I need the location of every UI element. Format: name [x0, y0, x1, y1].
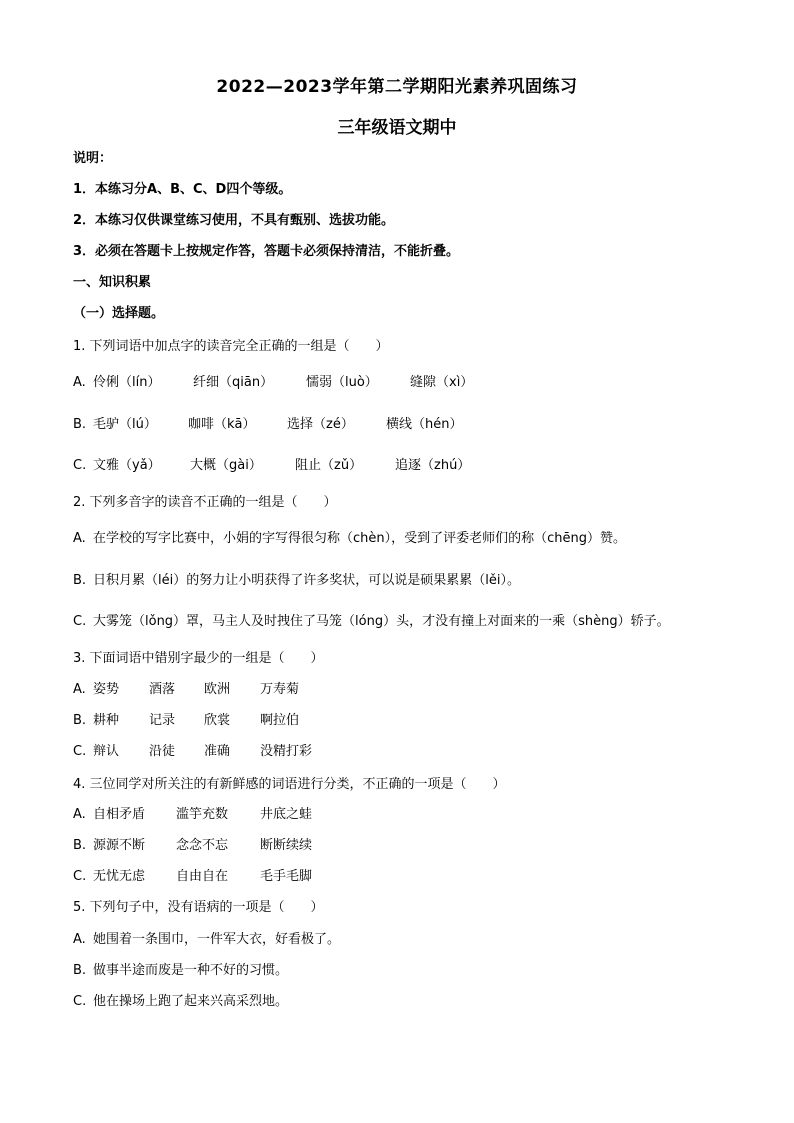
question-1-option-b[interactable]: B. 毛驴（lú） 咖啡（kā） 选择（zé） 横线（hén）	[73, 417, 463, 432]
note-item-1: 1．本练习分A、B、C、D四个等级。	[73, 182, 292, 197]
subsection-heading: （一）选择题。	[73, 306, 165, 321]
question-2-stem: 2. 下列多音字的读音不正确的一组是（ ）	[73, 495, 337, 510]
question-5-option-a[interactable]: A. 她围着一条围巾，一件军大衣，好看极了。	[73, 932, 341, 947]
question-3-option-b[interactable]: B. 耕种 记录 欣裳 啊拉伯	[73, 713, 300, 728]
question-1-option-a[interactable]: A. 伶俐（lín） 纤细（qiān） 懦弱（luò） 缝隙（xì）	[73, 375, 474, 390]
question-2-option-b[interactable]: B. 日积月累（léi）的努力让小明获得了许多奖状，可以说是硕果累累（lěi）。	[73, 573, 520, 588]
question-4-option-c[interactable]: C. 无忧无虑 自由自在 毛手毛脚	[73, 869, 313, 884]
question-3-option-a[interactable]: A. 姿势 酒落 欧洲 万寿菊	[73, 682, 300, 697]
page-subtitle: 三年级语文期中	[337, 118, 457, 138]
question-5-option-b[interactable]: B. 做事半途而废是一种不好的习惯。	[73, 963, 289, 978]
question-5-option-c[interactable]: C. 他在操场上跑了起来兴高采烈地。	[73, 994, 289, 1009]
note-item-2: 2．本练习仅供课堂练习使用，不具有甄别、选拔功能。	[73, 213, 395, 228]
question-2-option-a[interactable]: A. 在学校的写字比赛中，小娟的字写得很匀称（chèn），受到了评委老师们的称（chēng）赞。	[73, 531, 627, 546]
question-5-stem: 5. 下列句子中，没有语病的一项是（ ）	[73, 900, 324, 915]
question-4-stem: 4. 三位同学对所关注的有新鲜感的词语进行分类，不正确的一项是（ ）	[73, 777, 506, 792]
question-1-option-c[interactable]: C. 文雅（yǎ） 大概（gài） 阻止（zǔ） 追逐（zhú）	[73, 458, 471, 473]
question-2-option-c[interactable]: C. 大雾笼（lǒng）罩，马主人及时拽住了马笼（lóng）头，才没有撞上对面来的一乘（shèng）轿子。	[73, 614, 670, 629]
question-4-option-b[interactable]: B. 源源不断 念念不忘 断断续续	[73, 838, 313, 853]
note-item-3: 3．必须在答题卡上按规定作答，答题卡必须保持清洁，不能折叠。	[73, 244, 460, 259]
notes-heading: 说明：	[73, 151, 113, 166]
question-3-option-c[interactable]: C. 辩认 沿徒 准确 没精打彩	[73, 744, 313, 759]
question-1-stem: 1. 下列词语中加点字的读音完全正确的一组是（ ）	[73, 339, 389, 354]
question-3-stem: 3. 下面词语中错别字最少的一组是（ ）	[73, 651, 324, 666]
section-heading: 一、知识积累	[73, 275, 152, 290]
page-title: 2022—2023学年第二学期阳光素养巩固练习	[216, 77, 578, 97]
question-4-option-a[interactable]: A. 自相矛盾 滥竽充数 井底之蛙	[73, 807, 313, 822]
